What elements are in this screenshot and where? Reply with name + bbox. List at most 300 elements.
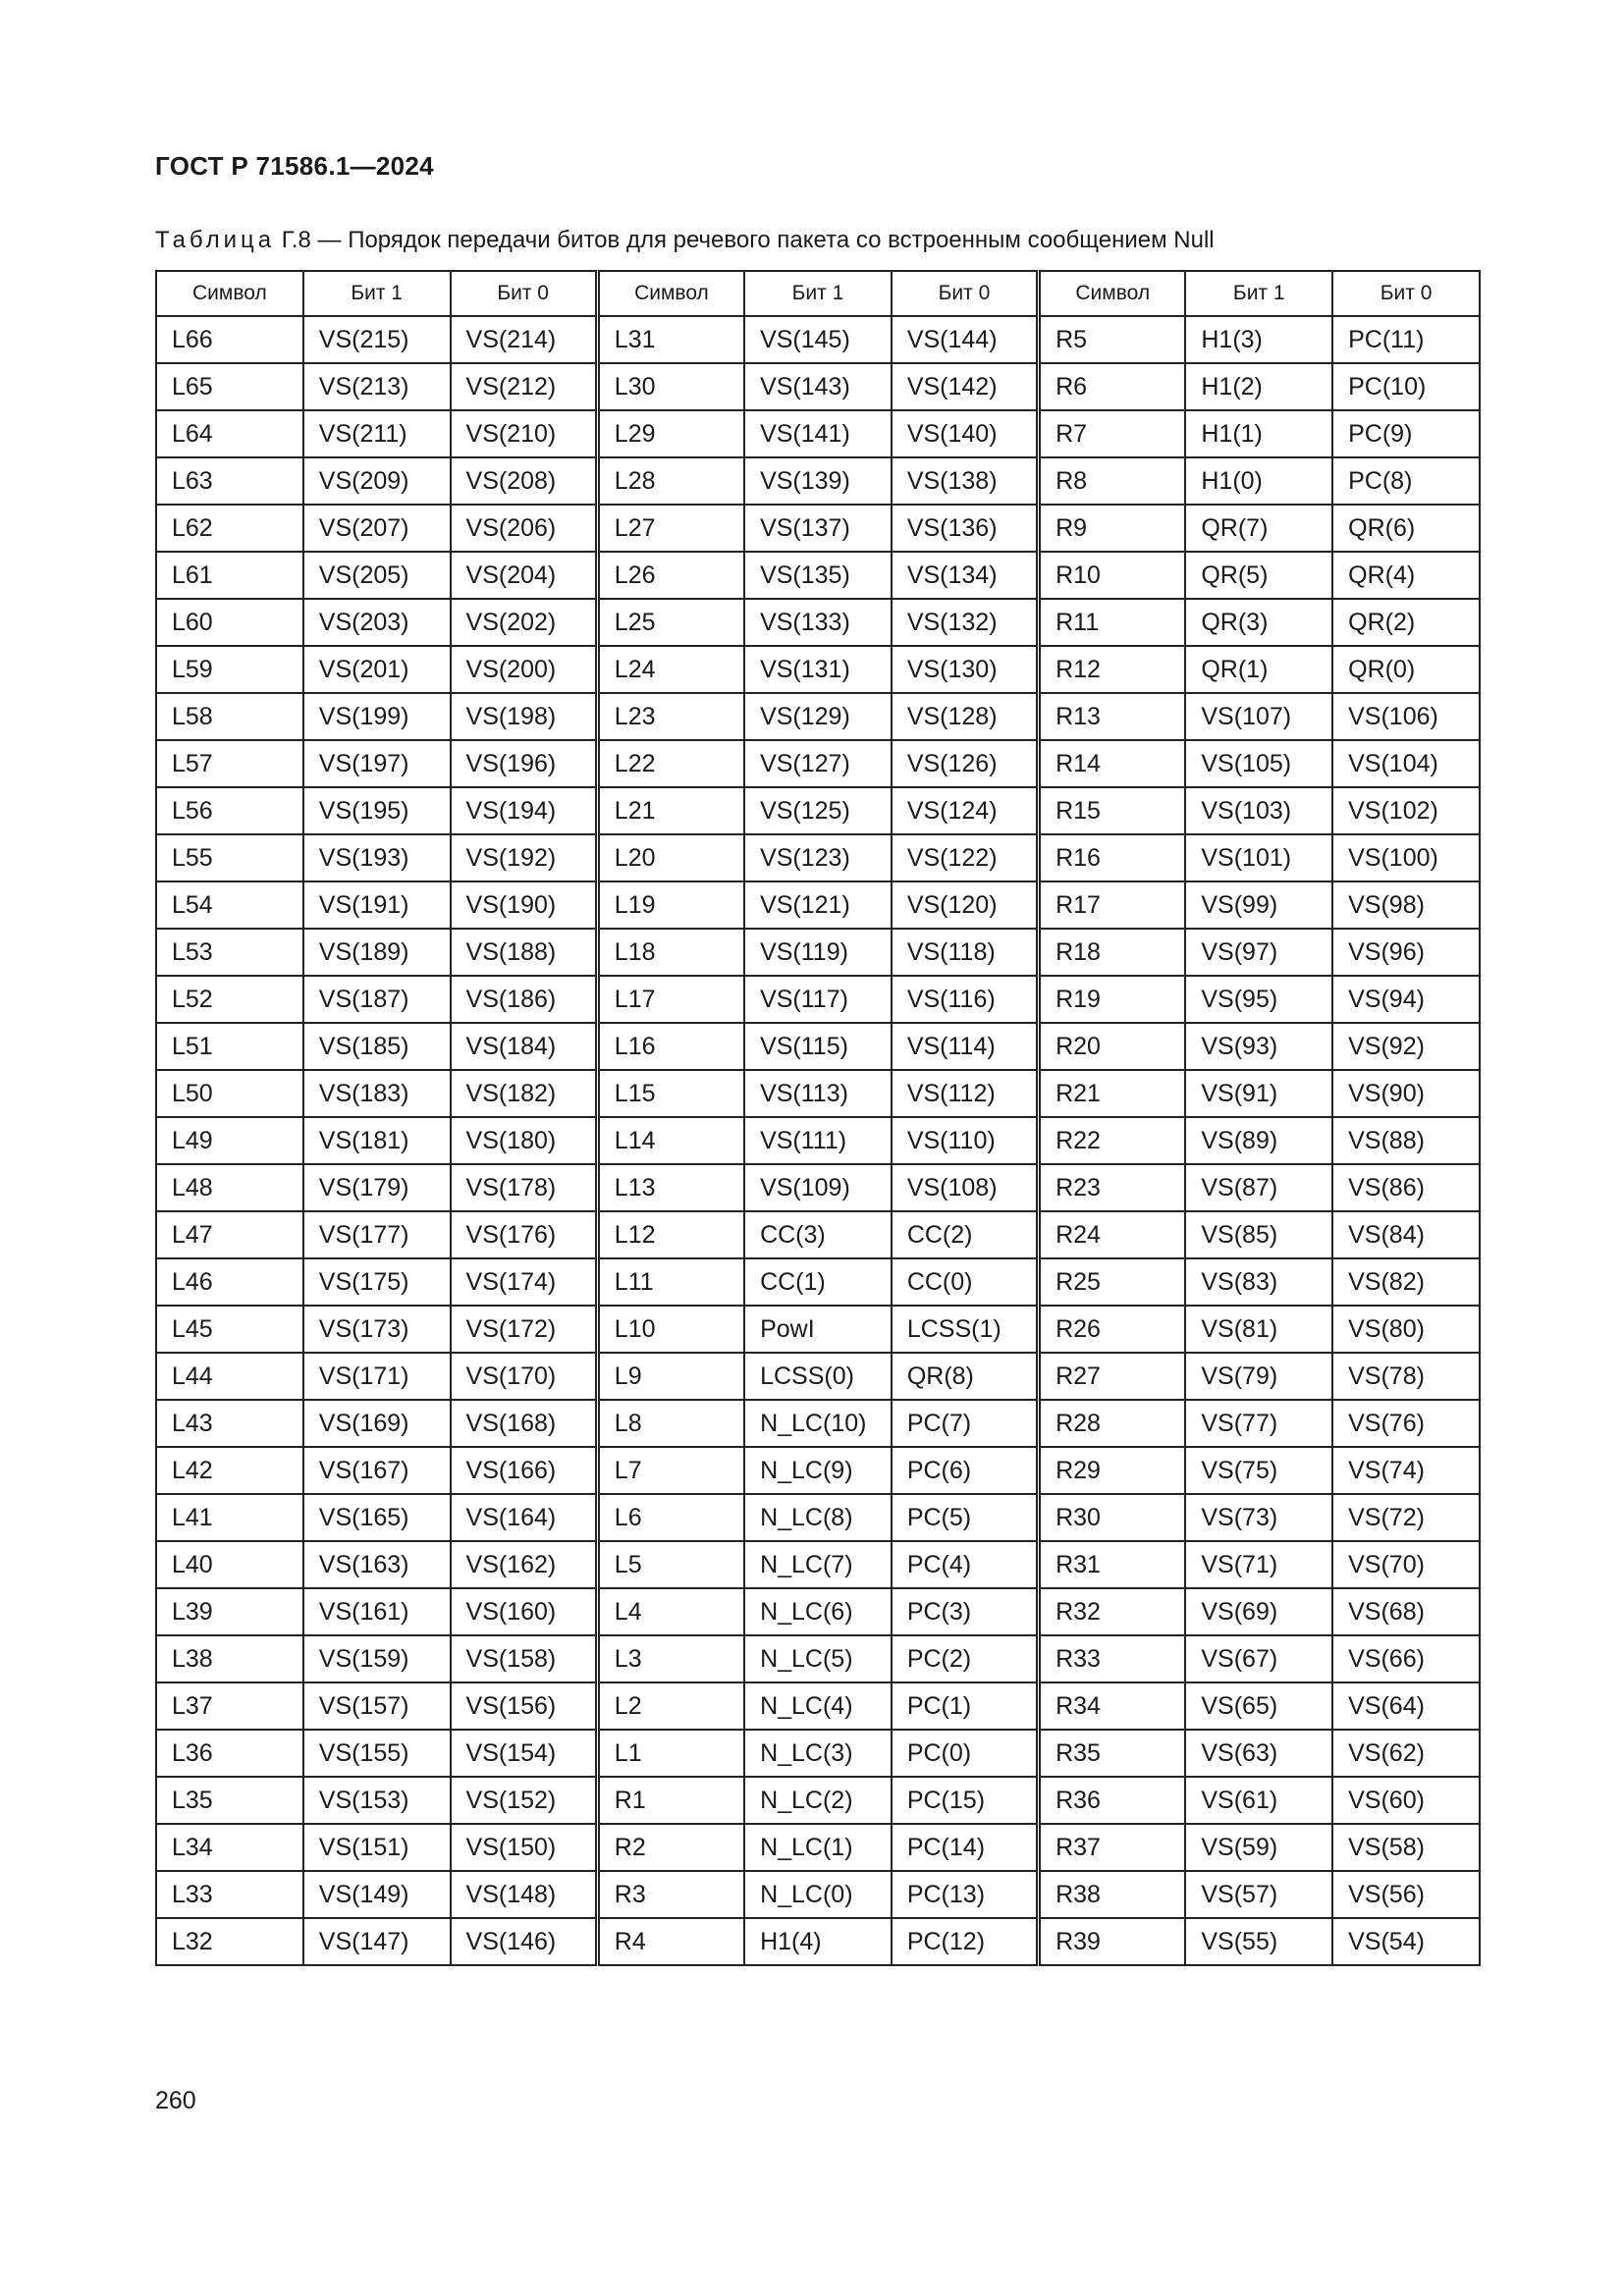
table-cell: VS(122)	[892, 834, 1039, 881]
table-cell: VS(127)	[744, 740, 892, 787]
table-cell: VS(154)	[451, 1730, 598, 1777]
table-cell: VS(149)	[303, 1871, 451, 1918]
table-cell: VS(88)	[1332, 1117, 1480, 1164]
table-cell: VS(87)	[1185, 1164, 1332, 1211]
table-cell: VS(150)	[451, 1824, 598, 1871]
table-cell: VS(86)	[1332, 1164, 1480, 1211]
table-cell: PC(11)	[1332, 316, 1480, 363]
table-cell: VS(176)	[451, 1211, 598, 1258]
table-cell: VS(140)	[892, 410, 1039, 457]
table-cell: L60	[156, 599, 303, 646]
table-cell: R5	[1039, 316, 1186, 363]
table-row	[156, 1541, 1480, 1588]
table-cell: VS(103)	[1185, 787, 1332, 834]
table-cell: L42	[156, 1447, 303, 1494]
table-cell: N_LC(8)	[744, 1494, 892, 1541]
table-cell: VS(94)	[1332, 976, 1480, 1023]
table-header-row	[156, 271, 1480, 316]
table-cell: VS(55)	[1185, 1918, 1332, 1965]
table-cell: VS(208)	[451, 457, 598, 505]
table-cell: QR(4)	[1332, 552, 1480, 599]
table-cell: VS(169)	[303, 1400, 451, 1447]
table-cell: L47	[156, 1211, 303, 1258]
table-cell: VS(120)	[892, 881, 1039, 929]
header-bit0-3: Бит 0	[1332, 271, 1480, 316]
table-cell: L2	[597, 1682, 744, 1730]
table-cell: R38	[1039, 1871, 1186, 1918]
table-cell: VS(201)	[303, 646, 451, 693]
table-cell: VS(68)	[1332, 1588, 1480, 1635]
table-cell: L34	[156, 1824, 303, 1871]
table-cell: L1	[597, 1730, 744, 1777]
document-standard-number: ГОСТ Р 71586.1—2024	[155, 151, 434, 181]
table-cell: R7	[1039, 410, 1186, 457]
table-cell: QR(0)	[1332, 646, 1480, 693]
table-cell: VS(139)	[744, 457, 892, 505]
table-row	[156, 1824, 1480, 1871]
table-cell: VS(159)	[303, 1635, 451, 1682]
table-cell: VS(212)	[451, 363, 598, 410]
table-cell: L39	[156, 1588, 303, 1635]
table-cell: H1(1)	[1185, 410, 1332, 457]
table-cell: R32	[1039, 1588, 1186, 1635]
table-cell: VS(126)	[892, 740, 1039, 787]
table-row	[156, 1306, 1480, 1353]
table-cell: VS(200)	[451, 646, 598, 693]
header-symbol-1: Символ	[156, 271, 303, 316]
table-cell: R12	[1039, 646, 1186, 693]
table-cell: VS(143)	[744, 363, 892, 410]
table-cell: CC(0)	[892, 1258, 1039, 1306]
table-cell: CC(1)	[744, 1258, 892, 1306]
table-cell: L19	[597, 881, 744, 929]
table-cell: VS(206)	[451, 505, 598, 552]
table-cell: R2	[597, 1824, 744, 1871]
table-cell: VS(156)	[451, 1682, 598, 1730]
table-cell: VS(95)	[1185, 976, 1332, 1023]
table-cell: VS(78)	[1332, 1353, 1480, 1400]
table-cell: R15	[1039, 787, 1186, 834]
table-cell: R20	[1039, 1023, 1186, 1070]
table-cell: VS(146)	[451, 1918, 598, 1965]
table-cell: PC(4)	[892, 1541, 1039, 1588]
header-symbol-3: Символ	[1039, 271, 1186, 316]
table-cell: R37	[1039, 1824, 1186, 1871]
table-cell: VS(102)	[1332, 787, 1480, 834]
table-cell: VS(158)	[451, 1635, 598, 1682]
table-cell: L35	[156, 1777, 303, 1824]
table-row	[156, 976, 1480, 1023]
table-cell: VS(207)	[303, 505, 451, 552]
table-cell: VS(97)	[1185, 929, 1332, 976]
table-row	[156, 693, 1480, 740]
table-cell: VS(165)	[303, 1494, 451, 1541]
table-cell: VS(190)	[451, 881, 598, 929]
table-cell: PC(9)	[1332, 410, 1480, 457]
table-cell: VS(187)	[303, 976, 451, 1023]
table-cell: R1	[597, 1777, 744, 1824]
table-row	[156, 1258, 1480, 1306]
table-cell: VS(137)	[744, 505, 892, 552]
header-bit1-2: Бит 1	[744, 271, 892, 316]
table-cell: VS(76)	[1332, 1400, 1480, 1447]
table-cell: PC(14)	[892, 1824, 1039, 1871]
table-cell: VS(125)	[744, 787, 892, 834]
table-cell: VS(157)	[303, 1682, 451, 1730]
table-cell: LCSS(1)	[892, 1306, 1039, 1353]
table-cell: VS(130)	[892, 646, 1039, 693]
table-cell: VS(99)	[1185, 881, 1332, 929]
table-row	[156, 1588, 1480, 1635]
table-cell: R33	[1039, 1635, 1186, 1682]
table-cell: L57	[156, 740, 303, 787]
table-cell: VS(91)	[1185, 1070, 1332, 1117]
table-cell: VS(160)	[451, 1588, 598, 1635]
bit-order-table	[155, 270, 1481, 1966]
table-cell: VS(147)	[303, 1918, 451, 1965]
table-cell: N_LC(1)	[744, 1824, 892, 1871]
table-cell: L6	[597, 1494, 744, 1541]
table-cell: L54	[156, 881, 303, 929]
header-symbol-2: Символ	[597, 271, 744, 316]
table-cell: VS(79)	[1185, 1353, 1332, 1400]
table-cell: R4	[597, 1918, 744, 1965]
table-cell: VS(194)	[451, 787, 598, 834]
table-cell: VS(100)	[1332, 834, 1480, 881]
table-cell: R18	[1039, 929, 1186, 976]
table-cell: PC(1)	[892, 1682, 1039, 1730]
table-cell: PC(0)	[892, 1730, 1039, 1777]
table-cell: VS(90)	[1332, 1070, 1480, 1117]
table-cell: R23	[1039, 1164, 1186, 1211]
table-cell: VS(123)	[744, 834, 892, 881]
table-cell: R22	[1039, 1117, 1186, 1164]
table-cell: VS(145)	[744, 316, 892, 363]
table-cell: VS(205)	[303, 552, 451, 599]
table-row	[156, 1164, 1480, 1211]
table-cell: VS(81)	[1185, 1306, 1332, 1353]
table-cell: PC(13)	[892, 1871, 1039, 1918]
table-cell: VS(161)	[303, 1588, 451, 1635]
table-cell: VS(185)	[303, 1023, 451, 1070]
table-cell: N_LC(4)	[744, 1682, 892, 1730]
table-cell: VS(75)	[1185, 1447, 1332, 1494]
table-cell: VS(117)	[744, 976, 892, 1023]
table-cell: VS(74)	[1332, 1447, 1480, 1494]
table-cell: L61	[156, 552, 303, 599]
table-row	[156, 1023, 1480, 1070]
table-cell: L52	[156, 976, 303, 1023]
table-cell: QR(5)	[1185, 552, 1332, 599]
table-cell: VS(209)	[303, 457, 451, 505]
table-cell: VS(162)	[451, 1541, 598, 1588]
table-cell: VS(104)	[1332, 740, 1480, 787]
table-cell: VS(196)	[451, 740, 598, 787]
table-cell: VS(71)	[1185, 1541, 1332, 1588]
table-cell: VS(204)	[451, 552, 598, 599]
table-cell: VS(174)	[451, 1258, 598, 1306]
table-cell: L26	[597, 552, 744, 599]
table-cell: R16	[1039, 834, 1186, 881]
table-cell: R26	[1039, 1306, 1186, 1353]
table-cell: VS(96)	[1332, 929, 1480, 976]
table-row	[156, 787, 1480, 834]
table-row	[156, 646, 1480, 693]
table-cell: L53	[156, 929, 303, 976]
table-cell: L38	[156, 1635, 303, 1682]
table-cell: L31	[597, 316, 744, 363]
table-cell: VS(155)	[303, 1730, 451, 1777]
table-cell: VS(163)	[303, 1541, 451, 1588]
table-cell: L21	[597, 787, 744, 834]
table-cell: R13	[1039, 693, 1186, 740]
table-cell: VS(119)	[744, 929, 892, 976]
table-cell: VS(89)	[1185, 1117, 1332, 1164]
table-cell: VS(111)	[744, 1117, 892, 1164]
table-cell: L46	[156, 1258, 303, 1306]
table-cell: VS(107)	[1185, 693, 1332, 740]
table-cell: VS(178)	[451, 1164, 598, 1211]
table-cell: VS(172)	[451, 1306, 598, 1353]
table-cell: VS(83)	[1185, 1258, 1332, 1306]
table-cell: PC(8)	[1332, 457, 1480, 505]
table-row	[156, 1211, 1480, 1258]
table-cell: VS(138)	[892, 457, 1039, 505]
table-cell: L37	[156, 1682, 303, 1730]
table-cell: R21	[1039, 1070, 1186, 1117]
table-cell: R17	[1039, 881, 1186, 929]
table-cell: VS(110)	[892, 1117, 1039, 1164]
table-cell: L29	[597, 410, 744, 457]
table-cell: L13	[597, 1164, 744, 1211]
table-cell: QR(8)	[892, 1353, 1039, 1400]
table-cell: VS(166)	[451, 1447, 598, 1494]
table-cell: R6	[1039, 363, 1186, 410]
table-cell: CC(2)	[892, 1211, 1039, 1258]
table-row	[156, 363, 1480, 410]
table-cell: L24	[597, 646, 744, 693]
table-cell: R14	[1039, 740, 1186, 787]
table-cell: R29	[1039, 1447, 1186, 1494]
table-cell: L22	[597, 740, 744, 787]
table-cell: R30	[1039, 1494, 1186, 1541]
table-cell: L58	[156, 693, 303, 740]
table-cell: PC(6)	[892, 1447, 1039, 1494]
table-row	[156, 881, 1480, 929]
table-cell: VS(57)	[1185, 1871, 1332, 1918]
table-cell: VS(109)	[744, 1164, 892, 1211]
table-cell: L36	[156, 1730, 303, 1777]
table-cell: R39	[1039, 1918, 1186, 1965]
table-cell: VS(72)	[1332, 1494, 1480, 1541]
table-cell: PC(15)	[892, 1777, 1039, 1824]
table-cell: N_LC(9)	[744, 1447, 892, 1494]
table-cell: VS(152)	[451, 1777, 598, 1824]
table-cell: L18	[597, 929, 744, 976]
table-cell: VS(54)	[1332, 1918, 1480, 1965]
table-cell: VS(184)	[451, 1023, 598, 1070]
table-cell: VS(167)	[303, 1447, 451, 1494]
table-cell: VS(189)	[303, 929, 451, 976]
table-cell: VS(80)	[1332, 1306, 1480, 1353]
table-cell: VS(195)	[303, 787, 451, 834]
table-cell: L62	[156, 505, 303, 552]
table-cell: VS(113)	[744, 1070, 892, 1117]
table-cell: VS(171)	[303, 1353, 451, 1400]
table-cell: H1(3)	[1185, 316, 1332, 363]
table-cell: R25	[1039, 1258, 1186, 1306]
table-row	[156, 929, 1480, 976]
table-row	[156, 1730, 1480, 1777]
table-cell: L51	[156, 1023, 303, 1070]
header-bit0-2: Бит 0	[892, 271, 1039, 316]
table-row	[156, 1682, 1480, 1730]
table-row	[156, 505, 1480, 552]
page-number: 260	[155, 2087, 196, 2114]
table-row	[156, 1447, 1480, 1494]
table-cell: L28	[597, 457, 744, 505]
table-cell: L59	[156, 646, 303, 693]
table-cell: VS(105)	[1185, 740, 1332, 787]
table-cell: L17	[597, 976, 744, 1023]
table-cell: R36	[1039, 1777, 1186, 1824]
table-cell: N_LC(5)	[744, 1635, 892, 1682]
table-cell: VS(121)	[744, 881, 892, 929]
table-cell: L50	[156, 1070, 303, 1117]
table-cell: L45	[156, 1306, 303, 1353]
table-cell: L63	[156, 457, 303, 505]
table-cell: L5	[597, 1541, 744, 1588]
table-cell: CC(3)	[744, 1211, 892, 1258]
table-cell: VS(84)	[1332, 1211, 1480, 1258]
table-cell: VS(134)	[892, 552, 1039, 599]
table-cell: PowI	[744, 1306, 892, 1353]
table-cell: R28	[1039, 1400, 1186, 1447]
table-cell: VS(177)	[303, 1211, 451, 1258]
table-cell: PC(7)	[892, 1400, 1039, 1447]
table-cell: VS(56)	[1332, 1871, 1480, 1918]
table-cell: QR(6)	[1332, 505, 1480, 552]
table-cell: L15	[597, 1070, 744, 1117]
table-cell: VS(77)	[1185, 1400, 1332, 1447]
table-cell: VS(199)	[303, 693, 451, 740]
table-cell: QR(1)	[1185, 646, 1332, 693]
table-cell: VS(164)	[451, 1494, 598, 1541]
table-cell: VS(60)	[1332, 1777, 1480, 1824]
table-cell: R19	[1039, 976, 1186, 1023]
table-row	[156, 834, 1480, 881]
table-cell: VS(135)	[744, 552, 892, 599]
table-cell: VS(67)	[1185, 1635, 1332, 1682]
table-cell: VS(116)	[892, 976, 1039, 1023]
table-cell: R31	[1039, 1541, 1186, 1588]
table-row	[156, 410, 1480, 457]
table-cell: L16	[597, 1023, 744, 1070]
table-row	[156, 316, 1480, 363]
table-cell: R3	[597, 1871, 744, 1918]
table-cell: VS(82)	[1332, 1258, 1480, 1306]
table-cell: VS(73)	[1185, 1494, 1332, 1541]
table-cell: VS(118)	[892, 929, 1039, 976]
table-cell: VS(58)	[1332, 1824, 1480, 1871]
table-cell: L10	[597, 1306, 744, 1353]
table-cell: L7	[597, 1447, 744, 1494]
table-cell: N_LC(0)	[744, 1871, 892, 1918]
table-cell: VS(65)	[1185, 1682, 1332, 1730]
table-cell: LCSS(0)	[744, 1353, 892, 1400]
table-cell: PC(12)	[892, 1918, 1039, 1965]
table-cell: VS(92)	[1332, 1023, 1480, 1070]
table-cell: VS(112)	[892, 1070, 1039, 1117]
table-cell: L64	[156, 410, 303, 457]
table-cell: L66	[156, 316, 303, 363]
table-cell: L4	[597, 1588, 744, 1635]
header-bit0-1: Бит 0	[451, 271, 598, 316]
table-row	[156, 1871, 1480, 1918]
table-cell: VS(151)	[303, 1824, 451, 1871]
table-cell: VS(128)	[892, 693, 1039, 740]
table-cell: VS(69)	[1185, 1588, 1332, 1635]
table-cell: VS(153)	[303, 1777, 451, 1824]
table-cell: VS(203)	[303, 599, 451, 646]
table-cell: VS(192)	[451, 834, 598, 881]
table-cell: VS(179)	[303, 1164, 451, 1211]
table-cell: VS(198)	[451, 693, 598, 740]
table-row	[156, 1400, 1480, 1447]
table-cell: R34	[1039, 1682, 1186, 1730]
table-cell: N_LC(6)	[744, 1588, 892, 1635]
table-row	[156, 457, 1480, 505]
table-cell: L33	[156, 1871, 303, 1918]
table-cell: VS(170)	[451, 1353, 598, 1400]
table-cell: VS(124)	[892, 787, 1039, 834]
table-cell: VS(183)	[303, 1070, 451, 1117]
table-cell: VS(173)	[303, 1306, 451, 1353]
table-cell: VS(197)	[303, 740, 451, 787]
table-row	[156, 1353, 1480, 1400]
table-cell: VS(182)	[451, 1070, 598, 1117]
table-cell: VS(115)	[744, 1023, 892, 1070]
table-cell: VS(188)	[451, 929, 598, 976]
table-cell: L32	[156, 1918, 303, 1965]
table-cell: VS(59)	[1185, 1824, 1332, 1871]
table-cell: PC(3)	[892, 1588, 1039, 1635]
table-cell: VS(191)	[303, 881, 451, 929]
table-cell: R8	[1039, 457, 1186, 505]
table-cell: H1(2)	[1185, 363, 1332, 410]
table-cell: VS(108)	[892, 1164, 1039, 1211]
table-cell: QR(7)	[1185, 505, 1332, 552]
table-cell: L3	[597, 1635, 744, 1682]
table-cell: VS(106)	[1332, 693, 1480, 740]
table-cell: H1(4)	[744, 1918, 892, 1965]
header-bit1-1: Бит 1	[303, 271, 451, 316]
table-cell: PC(5)	[892, 1494, 1039, 1541]
table-cell: VS(114)	[892, 1023, 1039, 1070]
table-cell: VS(202)	[451, 599, 598, 646]
table-cell: R35	[1039, 1730, 1186, 1777]
table-cell: VS(148)	[451, 1871, 598, 1918]
table-cell: QR(3)	[1185, 599, 1332, 646]
table-cell: VS(61)	[1185, 1777, 1332, 1824]
table-cell: VS(98)	[1332, 881, 1480, 929]
table-row	[156, 1117, 1480, 1164]
table-cell: L55	[156, 834, 303, 881]
table-cell: VS(133)	[744, 599, 892, 646]
table-cell: L11	[597, 1258, 744, 1306]
table-cell: L8	[597, 1400, 744, 1447]
table-cell: VS(210)	[451, 410, 598, 457]
